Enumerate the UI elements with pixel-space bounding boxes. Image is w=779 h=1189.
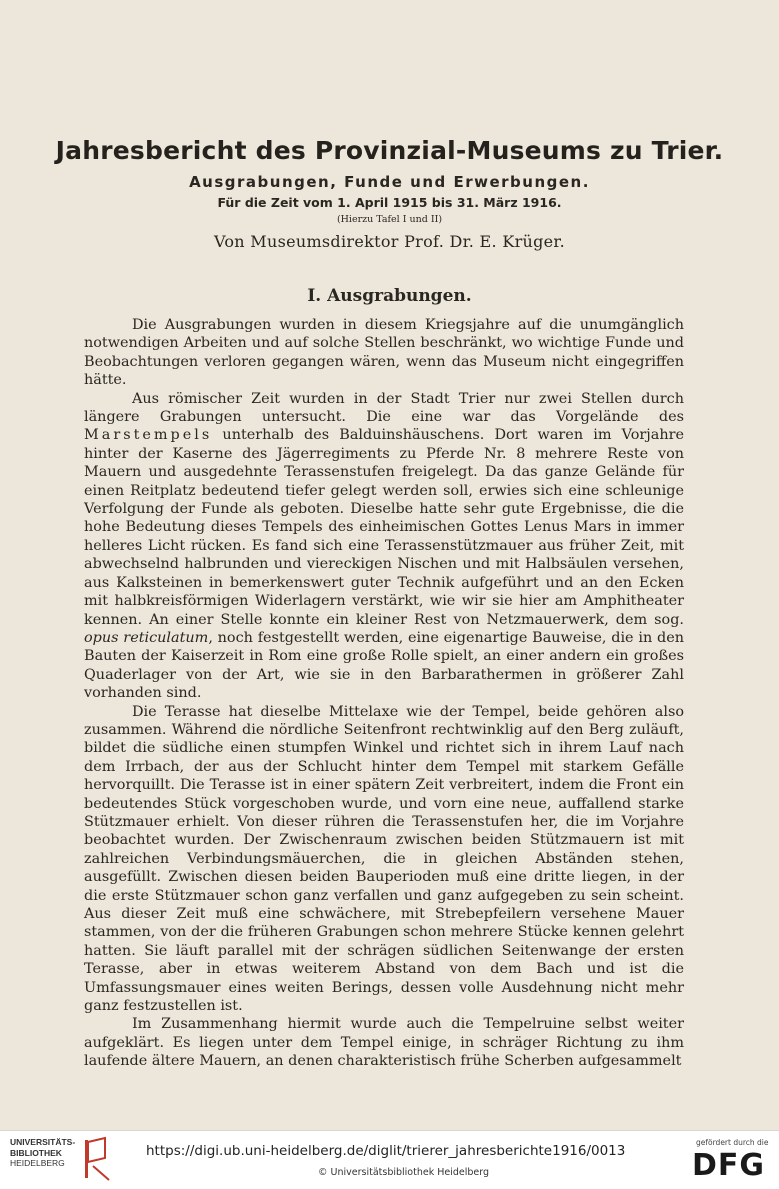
copyright-notice: © Universitätsbibliothek Heidelberg (318, 1167, 490, 1178)
report-period: Für die Zeit vom 1. April 1915 bis 31. März 1916. (217, 195, 562, 210)
paragraph-4: Im Zusammenhang hiermit wurde auch die Tempelruine selbst weiter aufgeklärt. Es liegen unter dem Tempel einige, in schräger Richtung zu ihm laufende ältere Mauern, an denen charakteristisch frühe Scherben aufgesammelt (84, 1016, 684, 1070)
author-line: Von Museumsdirektor Prof. Dr. E. Krüger. (213, 232, 566, 251)
paragraph-2 (84, 390, 684, 703)
paragraph-2-part-e: , noch festgestellt werden, eine eigenartige Bauweise, die in den Bauten der Kaiserzeit in Rom eine große Rolle spielt, an einer andern ein großes Quaderlager von der Art, wie sie in den Barbarathermen in größerer Zahl vorhanden sind. (84, 629, 685, 702)
report-subtitle: Ausgrabungen, Funde und Erwerbungen. (189, 173, 590, 191)
permalink-url[interactable]: https://digi.ub.uni-heidelberg.de/diglit/trierer_jahresberichte1916/0013 (146, 1143, 626, 1159)
marstempel-spaced: Marstempels (84, 427, 213, 444)
ub-library-name (10, 1137, 75, 1169)
funded-by-label: gefördert durch die (696, 1138, 769, 1147)
body-text (84, 316, 684, 1071)
paragraph-3: Die Terasse hat dieselbe Mittelaxe wie der Tempel, beide gehören also zusammen. Während die nördliche Seitenfront rechtwinklig auf den Berg zuläuft, bildet die südliche einen stumpfen Winkel und richtet sich in ihrem Lauf nach dem Irrbach, der aus der Schlucht hinter dem Tempel mit starkem Gefälle hervorquillt. Die Terasse ist in einer spätern Zeit verbreitert, indem die Front ein bedeutendes Stück vorgeschoben wurde, und vorn eine neue, auffallend starke Stützmauer erhielt. Von dieser rühren die Terassenstufen her, die im Vorjahre beobachtet wurden. Der Zwischenraum zwischen beiden Stützmauern ist mit zahlreichen Verbindungsmäuerchen, die in gleichen Abständen stehen, ausgefüllt. Zwischen diesen beiden Bauperioden muß eine dritte liegen, in der die erste Stützmauer schon ganz verfallen und ganz aufgegeben zu sein scheint. Aus dieser Zeit muß eine schwächere, mit Strebepfeilern versehene Mauer stammen, von der die früheren Grabungen schon mehrere Stücke kennen gelehrt hatten. Sie läuft parallel mit der schrägen südlichen Seitenwange der ersten Terasse, aber in etwas weiterem Abstand von dem Bach und ist die Umfassungsmauer eines weiten Berings, dessen volle Ausdehnung nicht mehr ganz festzustellen ist. (84, 703, 684, 1015)
paragraph-1: Die Ausgrabungen wurden in diesem Kriegsjahre auf die unumgänglich notwendigen Arbeiten und auf solche Stellen beschränkt, wo wichtige Funde und Beobachtungen verloren gegangen wären, wenn das Museum nicht eingegriffen hätte. (84, 317, 684, 389)
ub-line-2: BIBLIOTHEK (10, 1147, 62, 1158)
ub-line-1: UNIVERSITÄTS- (10, 1137, 76, 1147)
report-title: Jahresbericht des Provinzial-Museums zu Trier. (55, 136, 724, 165)
dfg-logo[interactable]: DFG (692, 1148, 766, 1183)
paragraph-2-part-a: Aus römischer Zeit wurden in der Stadt Trier nur zwei Stellen durch längere Grabungen untersucht. Die eine war das Vorgelände des (84, 390, 684, 426)
section-heading: I. Ausgrabungen. (307, 286, 472, 306)
ub-line-3: HEIDELBERG (10, 1158, 65, 1168)
opus-reticulatum-italic: opus reticulatum (84, 629, 209, 646)
paragraph-2-part-c: unterhalb des Balduinshäuschens. Dort waren im Vorjahre hinter der Kaserne des Jägerregiments zu Pferde Nr. 8 mehrere Reste von Mauern und ausgedehnte Terassenstufen freigelegt. Da das ganze Gelände für einen Reitplatz bedeutend tiefer gelegt werden soll, erwies sich eine schleunige Verfolgung der Funde als geboten. Dieselbe hatte sehr gute Ergebnisse, die die hohe Bedeutung dieses Tempels des einheimischen Gottes Lenus Mars in immer helleres Licht rücken. Es fand sich eine Terassenstützmauer aus früher Zeit, mit abwechselnd halbrunden und viereckigen Nischen und mit Halbsäulen versehen, aus Kalksteinen in bemerkenswert guter Technik aufgeführt und an den Ecken mit halbkreisförmigen Widerlagern verstärkt, wie wir sie hier am Amphitheater kennen. An einer Stelle konnte ein kleiner Rest von Netzmauerwerk, dem sog. (84, 427, 684, 628)
plates-note: (Hierzu Tafel I und II) (336, 214, 443, 225)
